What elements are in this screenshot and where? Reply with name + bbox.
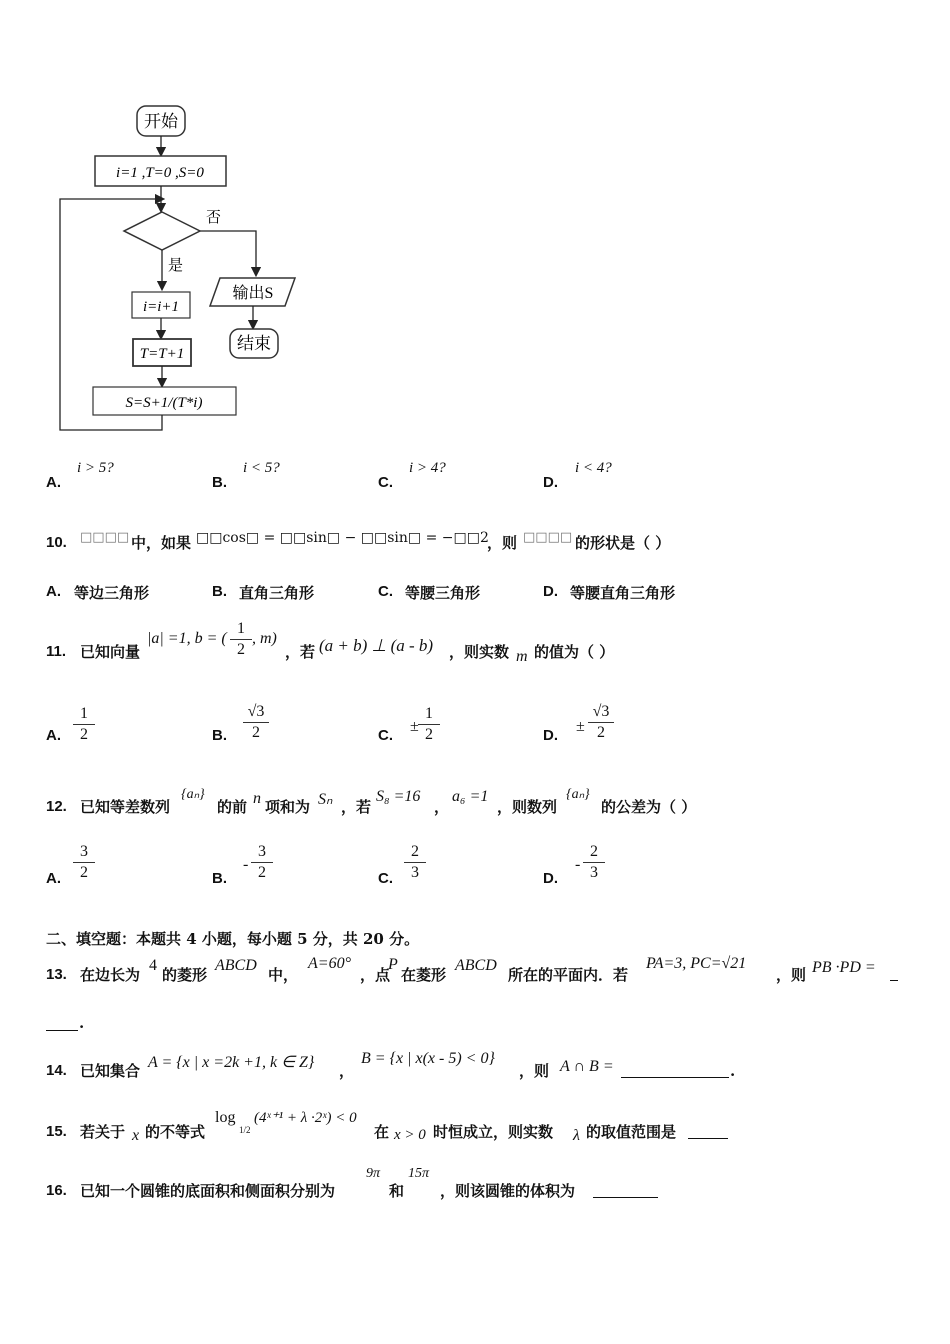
q12-option-b-frac bbox=[251, 843, 273, 882]
q13-answer-blank-1[interactable] bbox=[890, 979, 898, 981]
q15-answer-blank[interactable] bbox=[688, 1137, 728, 1139]
q14-text-2: ， bbox=[339, 1062, 355, 1080]
q11-option-c-den: 2 bbox=[425, 726, 433, 743]
q10-option-d-label: D. bbox=[543, 583, 558, 600]
q15-log: log bbox=[215, 1109, 236, 1126]
q13-text-3: 中， bbox=[268, 966, 299, 984]
q13-expression: PB ·PD = bbox=[812, 959, 876, 976]
q11-option-d-num: √3 bbox=[592, 703, 610, 720]
q10-formula: □□cos□ = □□sin□ − □□sin□ = −□□2 bbox=[196, 530, 489, 546]
q13-condition: PA=3, PC=√21 bbox=[646, 955, 747, 972]
q14-set-a: A = {x | x =2k +1, k ∈ Z} bbox=[148, 1054, 315, 1071]
step3-label: S=S+1/(T*i) bbox=[125, 395, 203, 411]
q13-text-1: 在边长为 bbox=[80, 966, 141, 984]
q13-text-2: 的菱形 bbox=[162, 966, 208, 984]
q12-option-c-frac bbox=[404, 843, 426, 882]
q13-text-6: 所在的平面内．若 bbox=[508, 966, 629, 984]
q11-option-b-label: B. bbox=[212, 727, 227, 744]
q12-option-c-label: C. bbox=[378, 870, 393, 887]
init-label: i=1 ,T=0 ,S=0 bbox=[116, 165, 204, 181]
section-2-heading: 二、填空题：本题共 4 小题，每小题 5 分，共 20 分。 bbox=[46, 930, 420, 948]
q13-p: P bbox=[388, 956, 398, 973]
q13-angle: A=60° bbox=[308, 955, 351, 972]
q12-option-d-num: 2 bbox=[590, 843, 598, 860]
q15-text-5: 的取值范围是 bbox=[586, 1123, 677, 1141]
q9-option-c: i > 4? bbox=[409, 460, 446, 476]
q12-sn: Sₙ bbox=[318, 791, 333, 808]
q16-area-2: 15π bbox=[408, 1166, 430, 1181]
q11-option-b-frac bbox=[243, 703, 269, 742]
q11-option-a-frac bbox=[73, 705, 95, 744]
q12-text-4: ，若 bbox=[341, 798, 372, 816]
q11-text-3: ，则实数 bbox=[449, 643, 510, 661]
q14-number: 14. bbox=[46, 1062, 67, 1079]
q10-garbled-1: □□□□ bbox=[80, 530, 130, 545]
q10-option-d: 等腰直角三角形 bbox=[570, 584, 676, 602]
q10-option-b: 直角三角形 bbox=[239, 584, 315, 602]
q10-option-b-label: B. bbox=[212, 583, 227, 600]
q11-option-c-sign: ± bbox=[410, 718, 419, 735]
q14-set-b: B = {x | x(x - 5) < 0} bbox=[361, 1050, 495, 1067]
q9-option-d: i < 4? bbox=[575, 460, 612, 476]
q12-option-d-sign: - bbox=[575, 856, 581, 873]
q11-option-d-den: 2 bbox=[597, 724, 605, 741]
q11-option-c-frac bbox=[418, 705, 440, 744]
q15-text-3: 在 bbox=[374, 1123, 390, 1141]
q15-text-2: 的不等式 bbox=[145, 1123, 206, 1141]
step1-label: i=i+1 bbox=[142, 299, 180, 315]
q12-option-a-label: A. bbox=[46, 870, 61, 887]
q16-answer-blank[interactable] bbox=[593, 1196, 658, 1198]
q11-option-a-num: 1 bbox=[80, 705, 88, 722]
q11-half bbox=[230, 620, 252, 659]
decision-node bbox=[124, 212, 200, 250]
q11-text-1: 已知向量 bbox=[80, 643, 141, 661]
q13-number: 13. bbox=[46, 966, 67, 983]
q13-tail: . bbox=[79, 1014, 85, 1032]
q11-text-4: 的值为（ ） bbox=[534, 643, 615, 661]
q11-option-a-den: 2 bbox=[80, 726, 88, 743]
q12-text-3: 项和为 bbox=[265, 798, 311, 816]
q13-answer-blank-2[interactable] bbox=[46, 1029, 78, 1031]
q15-x: x bbox=[132, 1127, 140, 1144]
q9-option-c-label: C. bbox=[378, 474, 393, 491]
q15-number: 15. bbox=[46, 1123, 67, 1140]
flowchart bbox=[0, 0, 320, 440]
q14-text-1: 已知集合 bbox=[80, 1062, 141, 1080]
q11-option-b-num: √3 bbox=[247, 703, 265, 720]
q10-text-3: 的形状是（ ） bbox=[575, 534, 671, 552]
q11-vector-expr: |a| =1, b = ( bbox=[147, 630, 227, 647]
q12-option-a-num: 3 bbox=[80, 843, 88, 860]
q12-n: n bbox=[253, 790, 261, 807]
q16-number: 16. bbox=[46, 1182, 67, 1199]
q12-s8: S₈ =16 bbox=[376, 788, 421, 805]
q13-text-5: 在菱形 bbox=[401, 966, 447, 984]
end-label: 结束 bbox=[237, 334, 271, 353]
q10-option-a-label: A. bbox=[46, 583, 61, 600]
q9-option-b: i < 5? bbox=[243, 460, 280, 476]
q12-text-1: 已知等差数列 bbox=[80, 798, 171, 816]
q11-half-den: 2 bbox=[237, 641, 245, 658]
q11-option-d-frac bbox=[588, 703, 614, 742]
q11-condition: (a + b) ⊥ (a - b) bbox=[319, 636, 434, 655]
q12-seq-2: {aₙ} bbox=[566, 787, 590, 802]
q15-condition: x > 0 bbox=[394, 1127, 426, 1143]
q13-text-7: ，则 bbox=[776, 966, 807, 984]
q12-option-b-label: B. bbox=[212, 870, 227, 887]
no-label: 否 bbox=[206, 210, 222, 226]
q12-option-a-den: 2 bbox=[80, 864, 88, 881]
q12-a6: a₆ =1 bbox=[452, 788, 489, 805]
q15-log-base: 1/2 bbox=[239, 1125, 251, 1135]
q13-abcd: ABCD bbox=[215, 957, 257, 974]
q16-text-2: 和 bbox=[389, 1182, 405, 1200]
q11-option-d-sign: ± bbox=[576, 718, 585, 735]
q12-text-6: ，则数列 bbox=[497, 798, 558, 816]
q10-option-c-label: C. bbox=[378, 583, 393, 600]
output-label: 输出S bbox=[232, 285, 274, 302]
q12-option-b-num: 3 bbox=[258, 843, 266, 860]
q9-option-d-label: D. bbox=[543, 474, 558, 491]
q16-text-3: ，则该圆锥的体积为 bbox=[440, 1182, 576, 1200]
q9-option-b-label: B. bbox=[212, 474, 227, 491]
q10-garbled-2: □□□□ bbox=[523, 530, 573, 545]
q11-option-c-label: C. bbox=[378, 727, 393, 744]
q10-text-1: 中，如果 bbox=[131, 534, 192, 552]
q11-option-d-label: D. bbox=[543, 727, 558, 744]
q14-text-3: ，则 bbox=[519, 1062, 550, 1080]
q15-text-4: 时恒成立，则实数 bbox=[433, 1123, 554, 1141]
q11-option-c-num: 1 bbox=[425, 705, 433, 722]
q13-four: 4 bbox=[149, 957, 157, 974]
yes-label: 是 bbox=[168, 258, 184, 274]
q11-text-2: ，若 bbox=[285, 643, 316, 661]
start-label: 开始 bbox=[144, 112, 178, 131]
q15-lambda: λ bbox=[573, 1127, 580, 1144]
q14-answer-blank[interactable] bbox=[621, 1076, 729, 1078]
q11-option-b-den: 2 bbox=[252, 724, 260, 741]
q11-var-m: m bbox=[516, 648, 528, 665]
q12-option-d-den: 3 bbox=[590, 864, 598, 881]
q14-expression: A ∩ B = bbox=[560, 1058, 614, 1075]
q11-number: 11. bbox=[46, 643, 67, 660]
q13-text-4: ，点 bbox=[360, 966, 391, 984]
q12-option-c-den: 3 bbox=[411, 864, 419, 881]
q16-text-1: 已知一个圆锥的底面积和侧面积分别为 bbox=[80, 1182, 336, 1200]
q10-text-2: ，则 bbox=[487, 534, 518, 552]
q12-option-b-sign: - bbox=[243, 856, 249, 873]
q12-text-5: ， bbox=[434, 798, 450, 816]
q10-option-a: 等边三角形 bbox=[74, 584, 150, 602]
q12-option-a-frac bbox=[73, 843, 95, 882]
q11-half-num: 1 bbox=[237, 620, 245, 637]
q9-option-a: i > 5? bbox=[77, 460, 114, 476]
q14-tail: . bbox=[730, 1062, 736, 1080]
q15-text-1: 若关于 bbox=[80, 1123, 126, 1141]
q10-number: 10. bbox=[46, 534, 67, 551]
q12-text-7: 的公差为（ ） bbox=[601, 798, 697, 816]
q12-number: 12. bbox=[46, 798, 67, 815]
q11-option-a-label: A. bbox=[46, 727, 61, 744]
q12-seq: {aₙ} bbox=[181, 787, 205, 802]
step2-label: T=T+1 bbox=[139, 346, 185, 362]
q12-text-2: 的前 bbox=[217, 798, 248, 816]
q12-option-d-label: D. bbox=[543, 870, 558, 887]
q13-abcd-2: ABCD bbox=[455, 957, 497, 974]
q11-vector-end: , m) bbox=[252, 630, 277, 647]
q16-area-1: 9π bbox=[366, 1166, 381, 1181]
q12-option-c-num: 2 bbox=[411, 843, 419, 860]
q10-option-c: 等腰三角形 bbox=[405, 584, 481, 602]
q12-option-b-den: 2 bbox=[258, 864, 266, 881]
q9-option-a-label: A. bbox=[46, 474, 61, 491]
q15-argument: (4ˣ⁺¹ + λ ·2ˣ) < 0 bbox=[254, 1110, 357, 1126]
q12-option-d-frac bbox=[583, 843, 605, 882]
